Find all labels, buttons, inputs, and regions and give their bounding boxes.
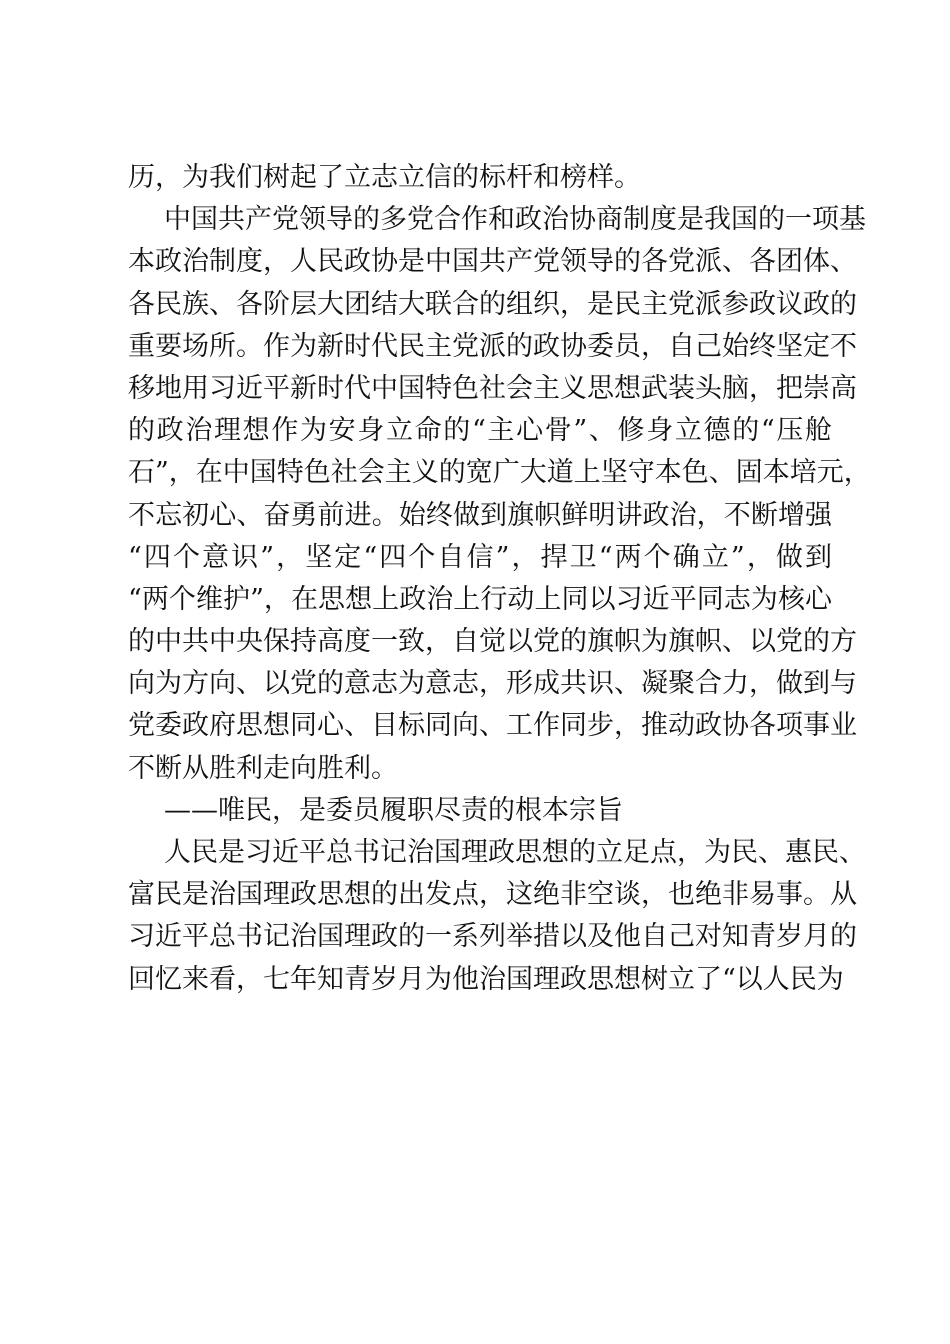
text-line: 中国共产党领导的多党合作和政治协商制度是我国的一项基 (164, 204, 866, 236)
text-line: 习近平总书记治国理政的一系列举措以及他自己对知青岁月的 (128, 921, 857, 953)
text-line: 人民是习近平总书记治国理政思想的立足点，为民、惠民、 (164, 837, 866, 868)
text-line: 党委政府思想同心、目标同向、工作同步，推动政协各项事业 (128, 710, 857, 742)
text-line: 石”，在中国特色社会主义的宽广大道上坚守本色、固本培元， (128, 457, 871, 489)
text-line: “四个意识”，坚定“四个自信”，捍卫“两个确立”，做到 (128, 541, 832, 573)
text-line: 富民是治国理政思想的出发点，这绝非空谈，也绝非易事。从 (128, 879, 857, 911)
text-line: 重要场所。作为新时代民主党派的政协委员，自己始终坚定不 (128, 330, 857, 362)
text-line: “两个维护”，在思想上政治上行动上同以习近平同志为核心 (128, 583, 832, 615)
text-line: 回忆来看，七年知青岁月为他治国理政思想树立了“以人民为 (128, 963, 844, 995)
text-line: 不忘初心、奋勇前进。始终做到旗帜鲜明讲政治，不断增强 (128, 499, 832, 531)
document-body (128, 157, 871, 1001)
text-line: 本政治制度，人民政协是中国共产党领导的各党派、各团体、 (128, 246, 857, 278)
text-line: 向为方向、以党的意志为意志，形成共识、凝聚合力，做到与 (128, 668, 857, 700)
text-line: 的政治理想作为安身立命的“主心骨”、修身立德的“压舱 (128, 415, 832, 447)
text-line: 各民族、各阶层大团结大联合的组织，是民主党派参政议政的 (128, 288, 857, 320)
text-line: 历，为我们树起了立志立信的标杆和榜样。 (128, 162, 641, 193)
text-line: ——唯民，是委员履职尽责的根本宗旨 (164, 794, 623, 826)
text-line: 的中共中央保持高度一致，自觉以党的旗帜为旗帜、以党的方 (128, 626, 857, 658)
text-line: 不断从胜利走向胜利。 (128, 752, 398, 784)
text-line: 移地用习近平新时代中国特色社会主义思想武装头脑，把崇高 (128, 372, 857, 404)
